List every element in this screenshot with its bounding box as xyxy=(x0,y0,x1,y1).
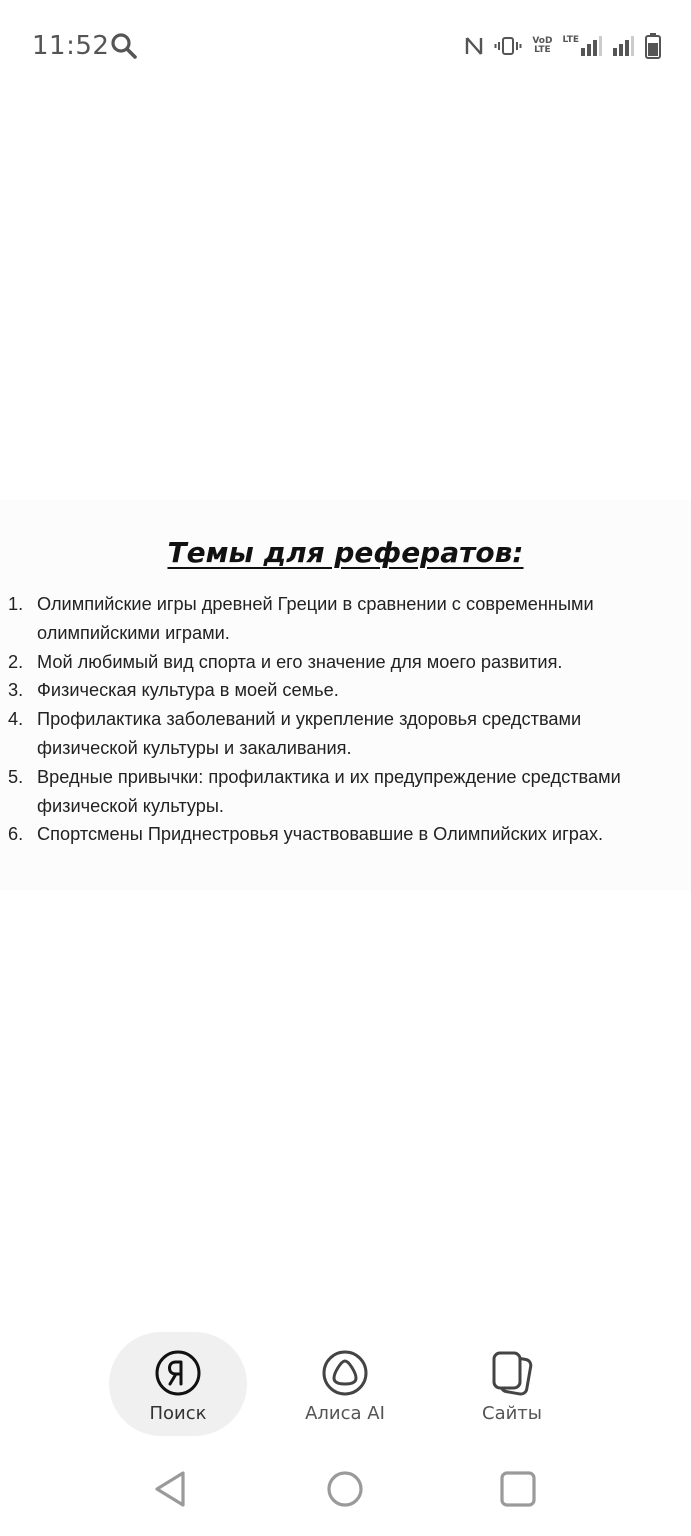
document-title-text: Темы для рефератов: xyxy=(167,536,524,569)
nav-search-button[interactable] xyxy=(109,1332,247,1436)
topic-list xyxy=(8,590,691,849)
item-line: Олимпийские игры древней Греции в сравнении с современными xyxy=(37,594,594,614)
list-item xyxy=(8,648,691,677)
status-icons xyxy=(464,32,661,60)
nav-alice-button[interactable] xyxy=(276,1332,414,1436)
item-line: олимпийскими играми. xyxy=(37,622,230,643)
home-icon[interactable] xyxy=(325,1469,365,1509)
signal-2-icon xyxy=(613,36,635,56)
item-number: 6. xyxy=(8,824,24,845)
nav-alice-label: Алиса AI xyxy=(305,1403,385,1424)
signal-1-icon xyxy=(581,36,603,56)
lte-icon: LTE xyxy=(562,35,579,45)
list-item xyxy=(8,763,691,821)
list-item xyxy=(8,676,691,705)
search-icon[interactable] xyxy=(110,32,138,60)
item-line: Вредные привычки: профилактика и их предупреждение средствами xyxy=(37,766,621,787)
list-item xyxy=(8,590,691,648)
lte-signal-group xyxy=(562,36,603,56)
item-line: Физическая культура в моей семье. xyxy=(37,680,339,701)
item-number: 2. xyxy=(8,651,24,672)
battery-icon xyxy=(645,33,661,59)
item-number: 4. xyxy=(8,709,24,730)
nav-sites-button[interactable] xyxy=(443,1332,581,1436)
item-line: физической культуры и закаливания. xyxy=(37,737,352,758)
vibrate-icon xyxy=(494,36,522,56)
tabs-icon xyxy=(488,1349,536,1397)
document-title xyxy=(0,536,691,569)
yandex-logo-icon xyxy=(154,1349,202,1397)
nfc-icon xyxy=(464,34,484,58)
volte-label-top: VoD xyxy=(532,36,553,46)
status-time: 11:52 xyxy=(32,31,110,61)
system-nav xyxy=(0,1455,691,1525)
nav-search-label: Поиск xyxy=(149,1403,207,1424)
item-line: Профилактика заболеваний и укрепление здоровья средствами xyxy=(37,709,582,730)
item-line: Мой любимый вид спорта и его значение для моего развития. xyxy=(37,651,563,672)
nav-sites-label: Сайты xyxy=(482,1403,542,1424)
alice-icon xyxy=(321,1349,369,1397)
status-bar xyxy=(0,0,691,90)
back-icon[interactable] xyxy=(152,1469,192,1509)
item-number: 3. xyxy=(8,680,24,701)
item-line: Спортсмены Приднестровья участвовавшие в Олимпийских играх. xyxy=(37,824,604,845)
volte-icon xyxy=(532,37,552,55)
volte-label-bottom: LTE xyxy=(534,45,551,55)
list-item xyxy=(8,705,691,763)
item-number: 1. xyxy=(8,594,24,614)
bottom-nav xyxy=(0,1330,691,1440)
recents-icon[interactable] xyxy=(498,1469,538,1509)
item-line: физической культуры. xyxy=(37,795,224,816)
document-image xyxy=(0,500,691,890)
item-number: 5. xyxy=(8,766,24,787)
list-item xyxy=(8,820,691,849)
